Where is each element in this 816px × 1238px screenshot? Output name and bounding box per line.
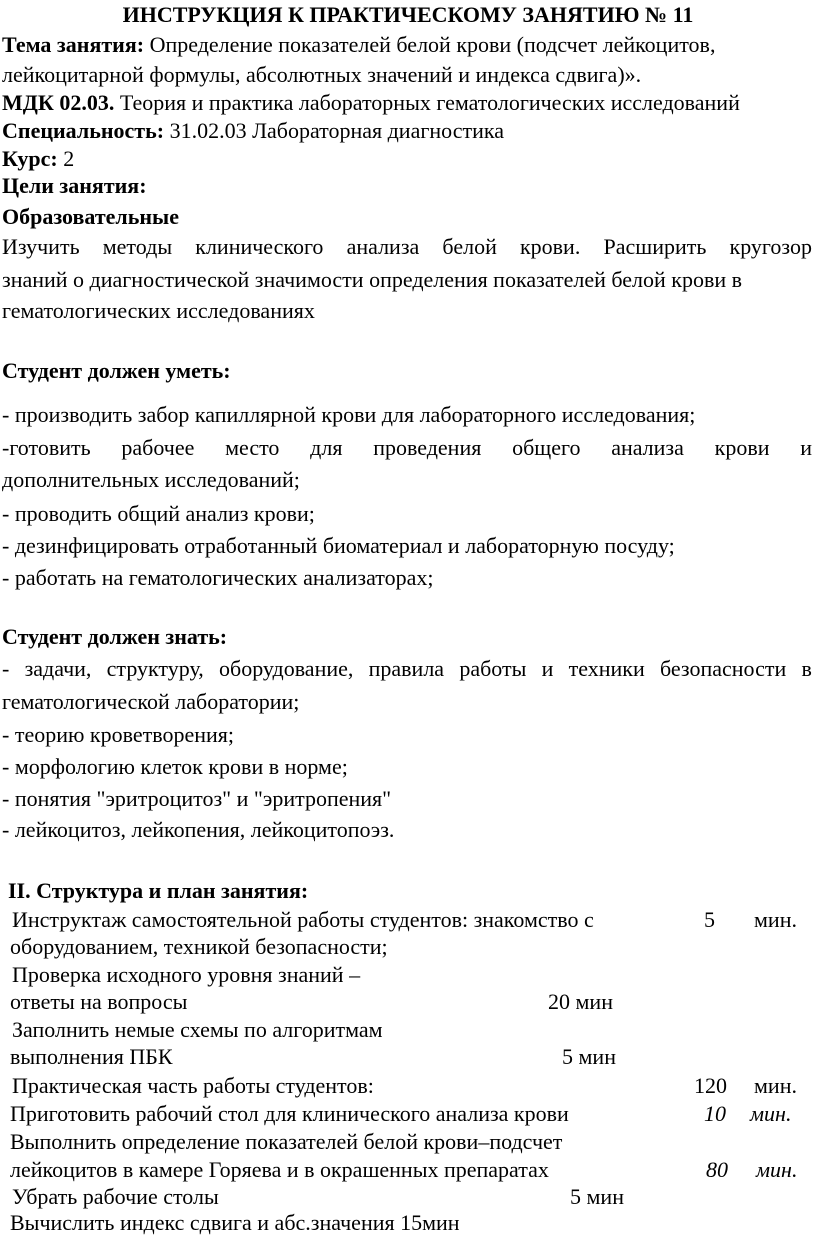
topic-label: Тема занятия:: [2, 32, 145, 57]
plan-item-6-unit: мин.: [756, 1157, 798, 1182]
word: -готовить: [2, 435, 91, 460]
word: правила: [368, 656, 445, 681]
skills-line-1: - производить забор капиллярной крови для лабораторного исследования;: [2, 402, 696, 427]
plan-item-1-line-2: оборудованием, техникой безопасности;: [10, 934, 388, 959]
specialty-line: [2, 116, 504, 146]
skills-line-4: - проводить общий анализ крови;: [2, 501, 315, 526]
word: крови: [714, 435, 770, 460]
word: Изучить: [2, 234, 80, 259]
plan-item-5-line-1: Приготовить рабочий стол для клинического анализа крови: [10, 1101, 569, 1126]
word: -: [2, 656, 10, 681]
word: в: [801, 656, 812, 681]
skills-line-6: - работать на гематологических анализаторах;: [2, 565, 434, 590]
word: и: [800, 435, 812, 460]
skills-heading: Студент должен уметь:: [2, 358, 231, 383]
educational-line-1: [2, 232, 812, 262]
knowledge-line-6: - лейкоцитоз, лейкопения, лейкоцитопоэз.: [2, 817, 395, 842]
word: общего: [512, 435, 581, 460]
word: и: [541, 656, 554, 681]
word: Расширить: [603, 234, 707, 259]
plan-item-2-time: 20 мин: [548, 989, 613, 1014]
knowledge-line-4: - морфологию клеток крови в норме;: [2, 754, 348, 779]
word: анализа: [611, 435, 684, 460]
plan-item-3-time: 5 мин: [562, 1044, 616, 1069]
plan-item-4-line-1: Практическая часть работы студентов:: [12, 1073, 374, 1098]
plan-item-8-line-1: Вычислить индекс сдвига и абс.значения 15мин: [10, 1210, 460, 1235]
goals-heading: Цели занятия:: [2, 173, 147, 198]
page-title: ИНСТРУКЦИЯ К ПРАКТИЧЕСКОМУ ЗАНЯТИЮ № 11: [122, 2, 694, 27]
plan-item-6-line-2: лейкоцитов в камере Горяева и в окрашенных препаратах: [10, 1157, 549, 1182]
word: методы: [102, 234, 173, 259]
mdk-label: МДК 02.03.: [2, 90, 115, 115]
skills-line-3: дополнительных исследований;: [2, 467, 300, 492]
plan-item-6-line-1: Выполнить определение показателей белой крови–подсчет: [10, 1129, 563, 1154]
word: оборудование,: [219, 656, 354, 681]
course-label: Курс:: [2, 146, 58, 171]
word: анализа: [346, 234, 420, 259]
plan-item-3-line-1: Заполнить немые схемы по алгоритмам: [12, 1017, 383, 1042]
plan-item-6-number: 80: [706, 1157, 728, 1182]
word: проведения: [373, 435, 482, 460]
plan-item-7-line-1: Убрать рабочие столы: [12, 1184, 219, 1209]
mdk-value: Теория и практика лабораторных гематологических исследований: [119, 90, 740, 115]
plan-item-2-line-2: ответы на вопросы: [10, 989, 188, 1014]
word: для: [310, 435, 343, 460]
plan-item-2-line-1: Проверка исходного уровня знаний –: [12, 962, 361, 987]
word: клинического: [195, 234, 324, 259]
course-line: [2, 144, 74, 174]
word: крови.: [519, 234, 581, 259]
word: работы: [459, 656, 527, 681]
knowledge-heading: Студент должен знать:: [2, 624, 228, 649]
plan-item-4-number: 120: [694, 1073, 727, 1098]
word: белой: [442, 234, 497, 259]
course-value: 2: [63, 146, 75, 171]
specialty-label: Специальность:: [2, 118, 165, 143]
topic-text-1: Определение показателей белой крови (подсчет лейкоцитов,: [149, 32, 716, 57]
knowledge-line-2: гематологической лаборатории;: [2, 689, 300, 714]
educational-heading: Образовательные: [2, 204, 179, 229]
specialty-value: 31.02.03 Лабораторная диагностика: [169, 118, 504, 143]
plan-item-1-unit: мин.: [754, 907, 797, 932]
educational-line-3: гематологических исследованиях: [2, 298, 315, 323]
plan-item-5-unit: мин.: [750, 1101, 792, 1126]
word: рабочее: [121, 435, 195, 460]
plan-item-4-unit: мин.: [754, 1073, 797, 1098]
word: безопасности: [659, 656, 787, 681]
plan-item-7-time: 5 мин: [570, 1184, 624, 1209]
plan-item-3-line-2: выполнения ПБК: [10, 1044, 173, 1069]
plan-item-5-number: 10: [704, 1101, 726, 1126]
topic-line-1: [2, 30, 715, 60]
educational-line-2: знаний о диагностической значимости определения показателей белой крови в: [2, 267, 743, 292]
topic-line-2: лейкоцитарной формулы, абсолютных значений и индекса сдвига)».: [2, 62, 642, 87]
knowledge-line-1: [2, 654, 812, 684]
word: задачи,: [24, 656, 92, 681]
skills-line-5: - дезинфицировать отработанный биоматериал и лабораторную посуду;: [2, 533, 675, 558]
word: структуру,: [106, 656, 204, 681]
word: техники: [568, 656, 645, 681]
plan-item-1-number: 5: [704, 907, 715, 932]
word: место: [225, 435, 280, 460]
knowledge-line-3: - теорию кроветворения;: [2, 722, 235, 747]
word: кругозор: [729, 234, 812, 259]
knowledge-line-5: - понятия "эритроцитоз" и "эритропения": [2, 786, 392, 811]
skills-line-2: [2, 433, 812, 463]
mdk-line: [2, 88, 740, 118]
structure-heading: II. Структура и план занятия:: [8, 878, 309, 903]
plan-item-1-line-1: Инструктаж самостоятельной работы студентов: знакомство с: [12, 907, 594, 932]
